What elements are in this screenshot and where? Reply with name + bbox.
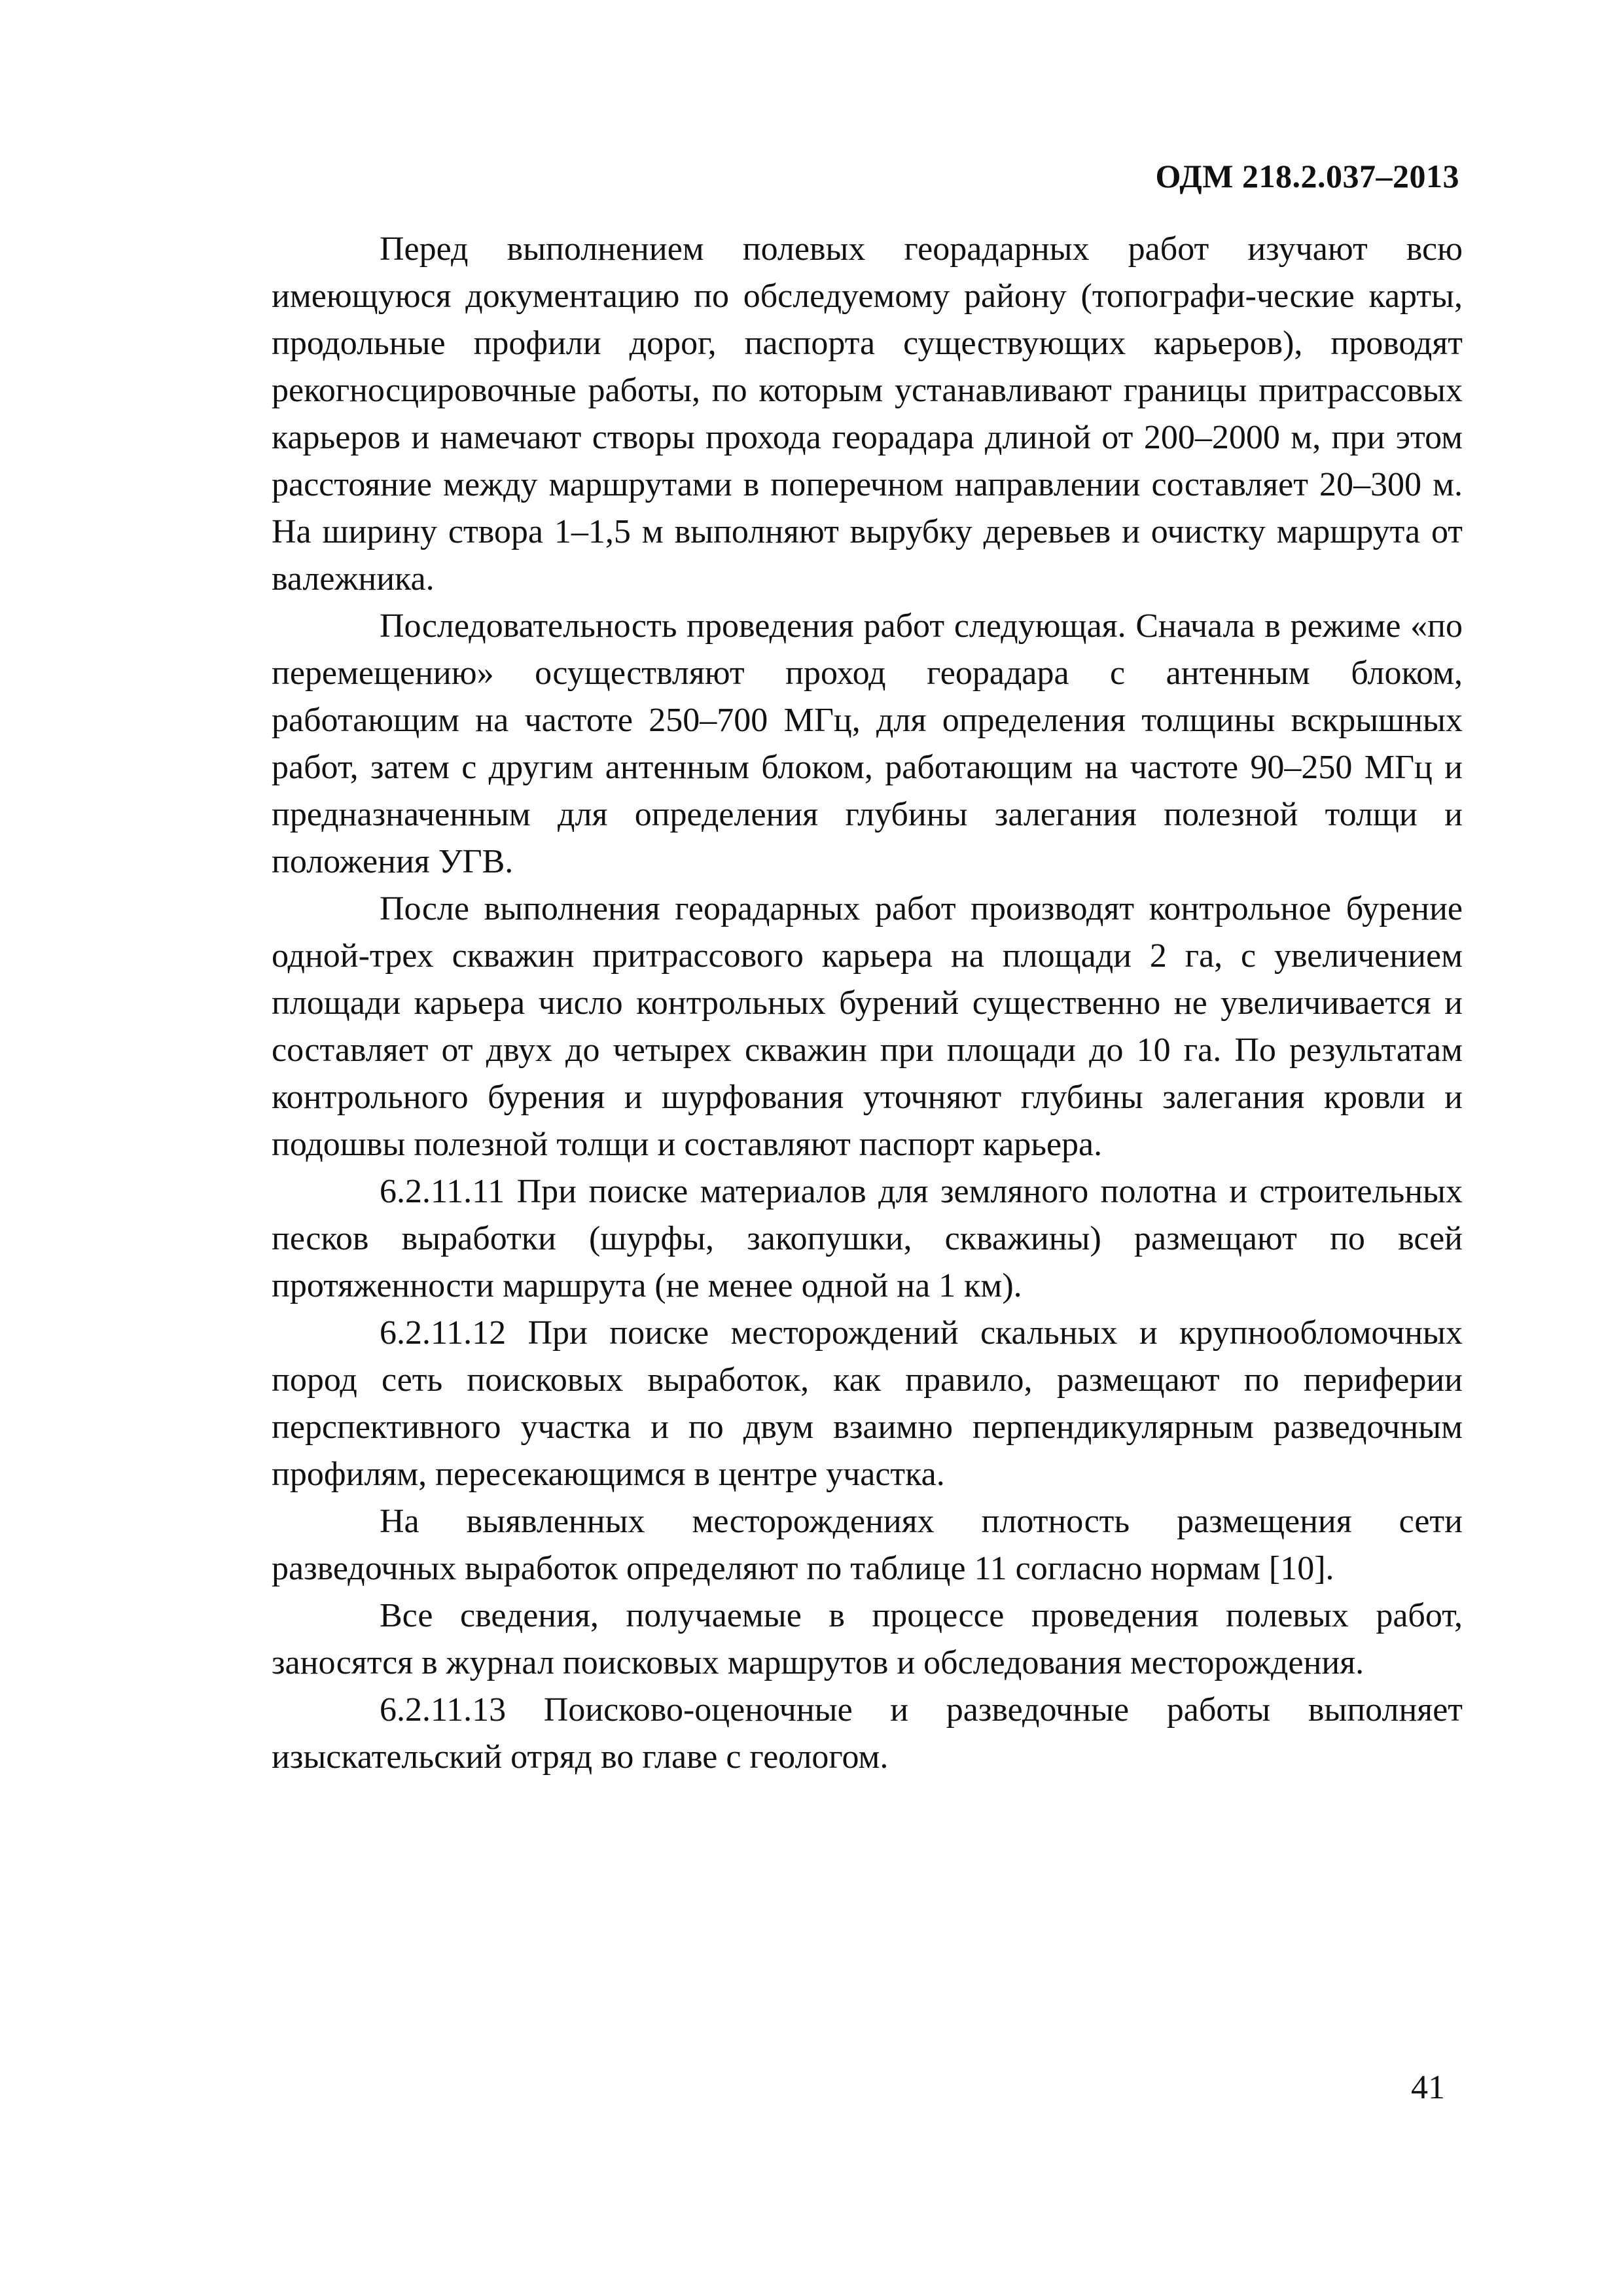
paragraph-6-2-11-12: 6.2.11.12 При поиске месторождений скальных и крупнообломочных пород сеть поисковых выработок, как правило, размещают по периферии перспективного участка и по двум взаимно перпендикулярным разведочным профилям, пересекающимся в центре участка. [272, 1314, 1463, 1493]
paragraph-journal: Все сведения, получаемые в процессе проведения полевых работ, заносятся в журнал поисковых маршрутов и обследования месторождения. [272, 1597, 1463, 1681]
paragraph-work-sequence: Последовательность проведения работ следующая. Сначала в режиме «по перемещению» осуществляют проход георадара с антенным блоком, работающим на частоте 250–700 МГц, для определения толщины вскрышных работ, затем с другим антенным блоком, работающим на частоте 90–250 МГц и предназначенным для определения глубины залегания полезной толщи и положения УГВ. [272, 607, 1463, 880]
document-code: ОДМ 218.2.037–2013 [1155, 158, 1459, 194]
paragraph-density: На выявленных месторождениях плотность размещения сети разведочных выработок определяют по таблице 11 согласно нормам [10]. [272, 1503, 1463, 1587]
paragraph-preparation: Перед выполнением полевых георадарных работ изучают всю имеющуюся документацию по обследуемому району (топографи-ческие карты, продольные профили дорог, паспорта существующих карьеров), проводят рекогносцировочные работы, по которым устанавливают границы притрассовых карьеров и намечают створы прохода георадара длиной от 200–2000 м, при этом расстояние между маршрутами в поперечном направлении составляет 20–300 м. На ширину створа 1–1,5 м выполняют вырубку деревьев и очистку маршрута от валежника. [272, 230, 1463, 598]
paragraph-6-2-11-13: 6.2.11.13 Поисково-оценочные и разведочные работы выполняет изыскательский отряд во главе с геологом. [272, 1691, 1463, 1776]
paragraph-6-2-11-11: 6.2.11.11 При поиске материалов для земляного полотна и строительных песков выработки (шурфы, закопушки, скважины) размещают по всей протяженности маршрута (не менее одной на 1 км). [272, 1173, 1463, 1304]
page-number: 41 [1411, 2069, 1445, 2106]
body-text [272, 226, 1463, 1781]
paragraph-control-drilling: После выполнения георадарных работ производят контрольное бурение одной-трех скважин притрассового карьера на площади 2 га, с увеличением площади карьера число контрольных бурений существенно не увеличивается и составляет от двух до четырех скважин при площади до 10 га. По результатам контрольного бурения и шурфования уточняют глубины залегания кровли и подошвы полезной толщи и составляют паспорт карьера. [272, 890, 1463, 1163]
